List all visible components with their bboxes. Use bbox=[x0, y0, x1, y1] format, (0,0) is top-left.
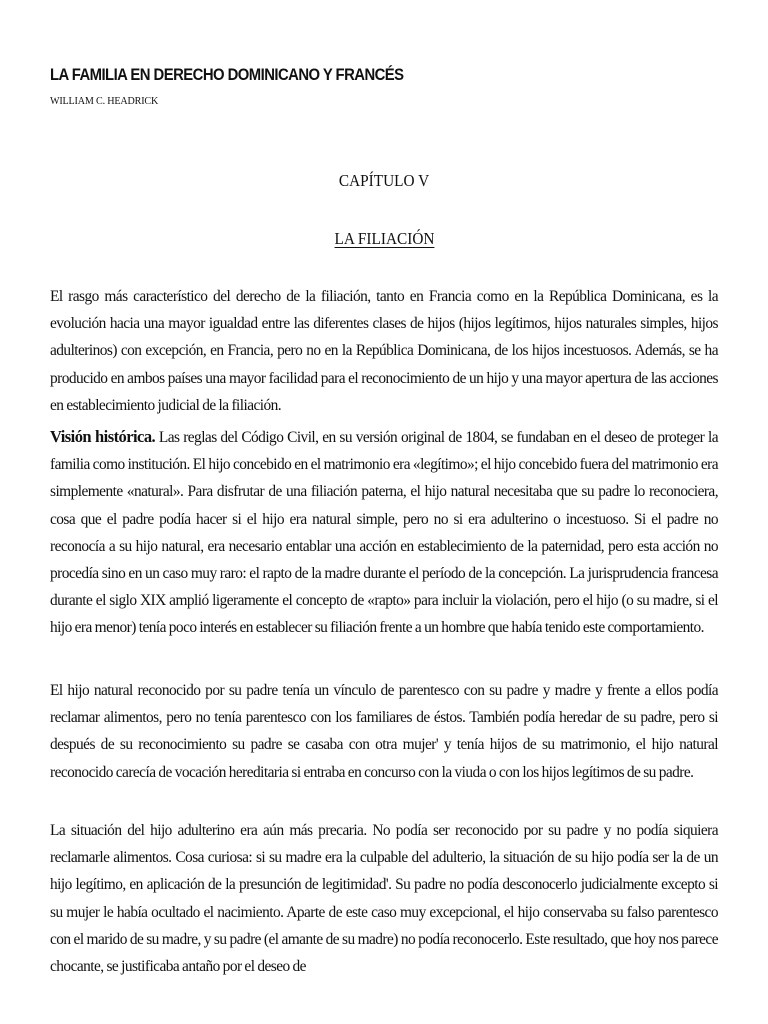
chapter-heading: CAPÍTULO V bbox=[338, 171, 430, 190]
paragraph-natural-child: El hijo natural reconocido por su padre tenía un vínculo de parentesco con su padre y madre y frente a ellos podía reclamar alimentos, pero no tenía parentesco con los familiares de éstos. También podía heredar de su padre, pero si después de su reconocimiento su padre se casaba con otra mujer' y tenía hijos de su matrimonio, el hijo natural reconocido carecía de vocación hereditaria si entraba en concurso con la viuda o con los hijos legítimos de su padre. bbox=[50, 682, 718, 781]
document-title: LA FAMILIA EN DERECHO DOMINICANO Y FRANCÉS bbox=[50, 66, 404, 84]
section-title-text: LA FILIACIÓN bbox=[334, 229, 434, 248]
paragraph-historical bbox=[50, 423, 718, 642]
paragraph-adulterine-child: La situación del hijo adulterino era aún más precaria. No podía ser reconocido por su padre y no podía siquiera reclamarle alimentos. Cosa curiosa: si su madre era la culpable del adulterio, la situación de su hijo podía ser la de un hijo legítimo, en aplicación de la presunción de legitimidad'. Su padre no podía desconocerlo judicialmente excepto si su mujer le había ocultado el nacimiento. Aparte de este caso muy excepcional, el hijo conservaba su falso parentesco con el marido de su madre, y su padre (el amante de su madre) no podía reconocerlo. Este resultado, que hoy nos parece chocante, se justificaba antaño por el deseo de bbox=[50, 822, 718, 976]
document-author: WILLIAM C. HEADRICK bbox=[50, 95, 159, 107]
paragraph-lead-heading: Visión histórica. bbox=[50, 427, 156, 446]
paragraph-intro: El rasgo más característico del derecho de la filiación, tanto en Francia como en la República Dominicana, es la evolución hacia una mayor igualdad entre las diferentes clases de hijos (hijos legítimos, hijos naturales simples, hijos adulterinos) con excepción, en Francia, pero no en la República Dominicana, de los hijos incestuosos. Además, se ha producido en ambos países una mayor facilidad para el reconocimiento de un hijo y una mayor apertura de las acciones en establecimiento judicial de la filiación. bbox=[50, 288, 718, 414]
section-title bbox=[50, 229, 718, 249]
paragraph-historical-text: Las reglas del Código Civil, en su versión original de 1804, se fundaban en el deseo de proteger la familia como institución. El hijo concebido en el matrimonio era «legítimo»; el hijo concebido fuera del matrimonio era simplemente «natural». Para disfrutar de una filiación paterna, el hijo natural necesitaba que su padre lo reconociera, cosa que el padre podía hacer si el hijo era natural simple, pero no si era adulterino o incestuoso. Si el padre no reconocía a su hijo natural, era necesario entablar una acción en establecimiento de la paternidad, pero esta acción no procedía sino en un caso muy raro: el rapto de la madre durante el período de la concepción. La jurisprudencia francesa durante el siglo XIX amplió ligeramente el concepto de «rapto» para incluir la violación, pero el hijo (o su madre, si el hijo era menor) tenía poco interés en establecer su filiación frente a un hombre que había tenido este comportamiento. bbox=[50, 429, 718, 637]
